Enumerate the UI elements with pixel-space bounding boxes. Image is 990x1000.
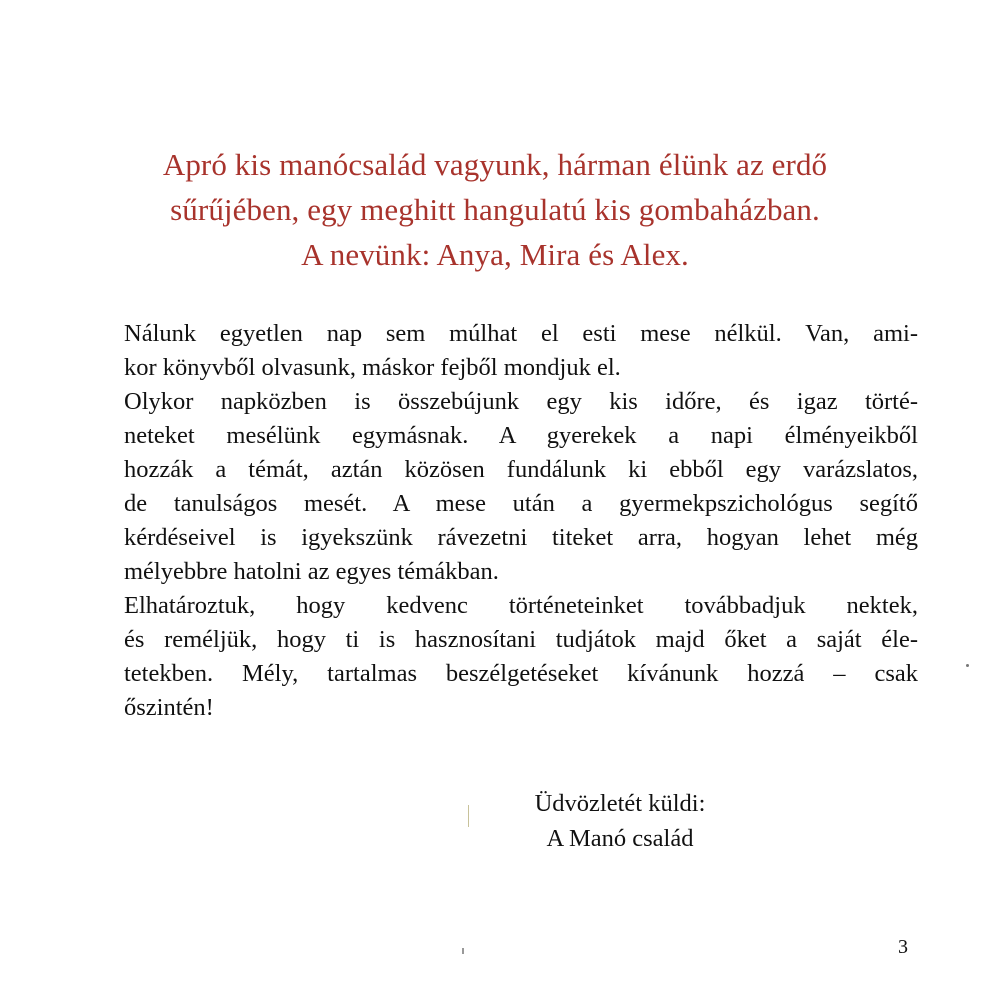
body-line: Nálunk egyetlen nap sem múlhat el esti mese nélkül. Van, ami- (124, 320, 918, 347)
body-line: neteket mesélünk egymásnak. A gyerekek a napi élményeikből (124, 422, 918, 449)
scan-speck (966, 664, 969, 667)
body-line: de tanulságos mesét. A mese után a gyermekpszichológus segítő (124, 490, 918, 517)
body-line: kor könyvből olvasunk, máskor fejből mondjuk el. (124, 354, 621, 381)
signature-name: A Manó család (546, 825, 694, 852)
page-number: 3 (898, 936, 908, 958)
body-line: kérdéseivel is igyekszünk rávezetni titeket arra, hogyan lehet még (124, 524, 918, 551)
body-line: Olykor napközben is összebújunk egy kis időre, és igaz törté- (124, 388, 918, 415)
scan-speck (468, 805, 469, 827)
body-line: hozzák a témát, aztán közösen fundálunk ki ebből egy varázslatos, (124, 456, 918, 483)
body-line: tetekben. Mély, tartalmas beszélgetéseket kívánunk hozzá – csak (124, 660, 918, 687)
body-line: őszintén! (124, 694, 214, 721)
intro-line: A nevünk: Anya, Mira és Alex. (301, 237, 689, 272)
body-line: mélyebbre hatolni az egyes témákban. (124, 558, 499, 585)
body-line: és reméljük, hogy ti is hasznosítani tudjátok majd őket a saját éle- (124, 626, 918, 653)
signature (490, 786, 750, 856)
intro-paragraph (80, 142, 910, 277)
body-text (124, 317, 918, 725)
body-line: Elhatároztuk, hogy kedvenc történeteinket továbbadjuk nektek, (124, 592, 918, 619)
scan-speck (462, 948, 464, 954)
intro-line: Apró kis manócsalád vagyunk, hárman élünk az erdő (162, 147, 828, 182)
signature-greeting: Üdvözletét küldi: (534, 790, 706, 817)
intro-line: sűrűjében, egy meghitt hangulatú kis gombaházban. (170, 192, 820, 227)
